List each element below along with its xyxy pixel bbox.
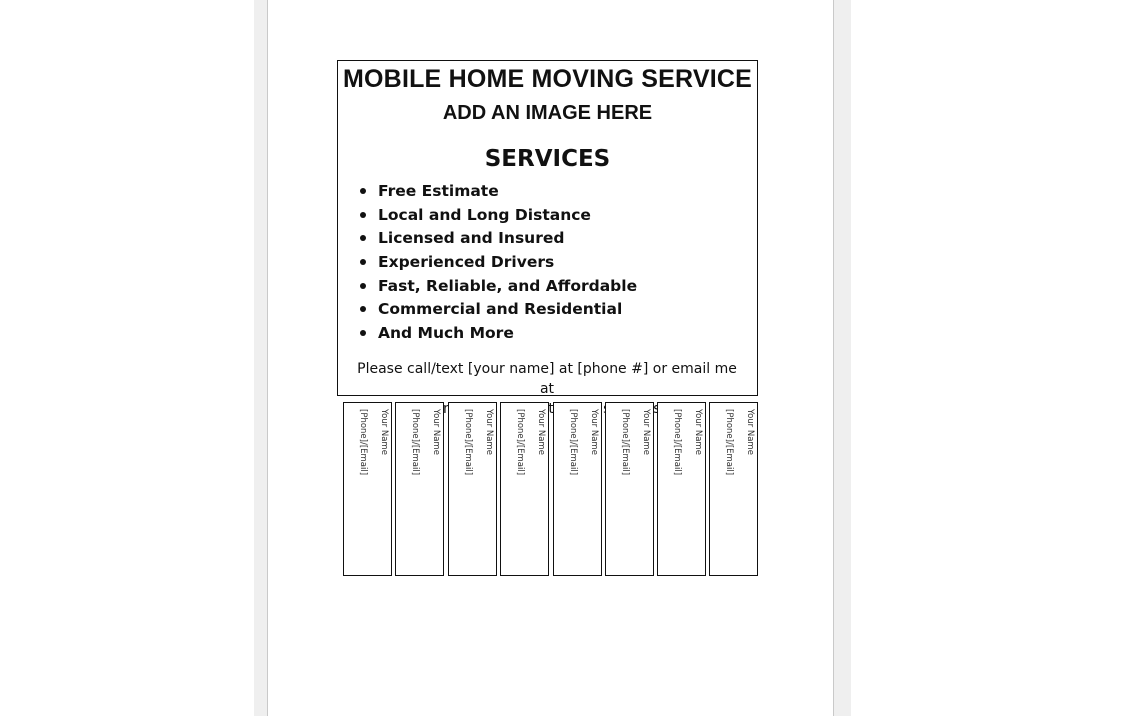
tear-tab[interactable] — [553, 402, 602, 576]
tear-tab-contact: [Phone]/[Email] — [463, 409, 473, 476]
service-item-label: Licensed and Insured — [378, 229, 565, 248]
tear-tab-text — [614, 409, 656, 475]
tear-tab-name: Your Name — [379, 409, 389, 455]
flyer-box[interactable] — [337, 60, 758, 396]
bullet-icon — [360, 188, 366, 194]
tear-tab-name: Your Name — [484, 409, 494, 455]
tear-tab-text — [457, 409, 499, 475]
tear-tab[interactable] — [343, 402, 392, 576]
tear-tab[interactable] — [448, 402, 497, 576]
tear-tab-text — [562, 409, 604, 475]
services-list — [358, 181, 637, 347]
service-item-label: Commercial and Residential — [378, 300, 623, 319]
workspace-gutter-left — [254, 0, 268, 716]
tear-tab-name: Your Name — [693, 409, 703, 455]
page-edge-right — [833, 0, 834, 716]
service-item — [358, 205, 637, 229]
tear-tab-text — [404, 409, 446, 475]
service-item — [358, 228, 637, 252]
contact-line-1: Please call/text [your name] at [phone #] or email me at — [357, 361, 737, 397]
tear-tab-text — [509, 409, 551, 475]
bullet-icon — [360, 259, 366, 265]
tear-tab-name: Your Name — [431, 409, 441, 455]
tear-tab-contact: [Phone]/[Email] — [358, 409, 368, 476]
tear-tab-contact: [Phone]/[Email] — [620, 409, 630, 476]
service-item — [358, 252, 637, 276]
bullet-icon — [360, 235, 366, 241]
flyer-title: MOBILE HOME MOVING SERVICE — [343, 65, 752, 93]
tear-tab-contact: [Phone]/[Email] — [568, 409, 578, 476]
tear-tab-contact: [Phone]/[Email] — [410, 409, 420, 476]
service-item-label: Local and Long Distance — [378, 205, 591, 224]
tear-tab[interactable] — [657, 402, 706, 576]
tear-tab-contact: [Phone]/[Email] — [672, 409, 682, 476]
service-item-label: Experienced Drivers — [378, 253, 555, 272]
tear-tab[interactable] — [500, 402, 549, 576]
bullet-icon — [360, 283, 366, 289]
services-heading: SERVICES — [484, 146, 611, 172]
bullet-icon — [360, 330, 366, 336]
tear-off-tabs — [343, 402, 759, 576]
page-edge-left — [267, 0, 268, 716]
service-item — [358, 299, 637, 323]
tear-tab-contact: [Phone]/[Email] — [724, 409, 734, 476]
service-item-label: And Much More — [378, 324, 514, 343]
bullet-icon — [360, 306, 366, 312]
tear-tab-contact: [Phone]/[Email] — [515, 409, 525, 476]
tear-tab[interactable] — [395, 402, 444, 576]
tear-tab[interactable] — [605, 402, 654, 576]
tear-tab-name: Your Name — [536, 409, 546, 455]
image-placeholder-text[interactable]: ADD AN IMAGE HERE — [442, 102, 653, 124]
tear-tab-name: Your Name — [745, 409, 755, 455]
bullet-icon — [360, 212, 366, 218]
workspace-gutter-right — [834, 0, 851, 716]
tear-tab-text — [718, 409, 760, 475]
service-item — [358, 276, 637, 300]
tear-tab[interactable] — [709, 402, 758, 576]
service-item-label: Free Estimate — [378, 182, 499, 200]
tear-tab-text — [352, 409, 394, 475]
service-item-label: Fast, Reliable, and Affordable — [378, 276, 638, 295]
service-item — [358, 323, 637, 347]
tear-tab-name: Your Name — [589, 409, 599, 455]
tear-tab-name: Your Name — [641, 409, 651, 455]
tear-tab-text — [666, 409, 708, 475]
service-item — [358, 181, 637, 205]
